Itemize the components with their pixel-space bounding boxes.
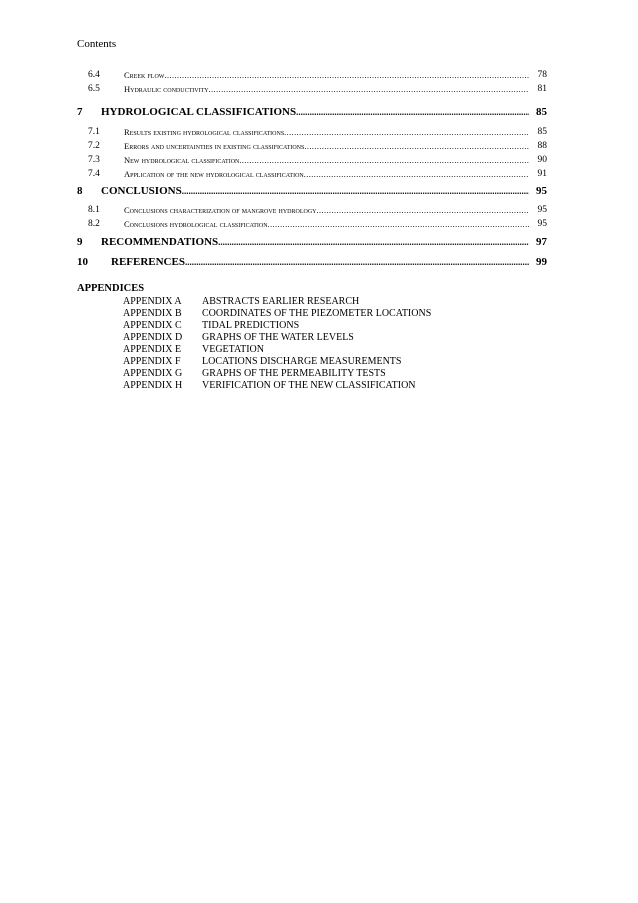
appendix-item[interactable] — [77, 320, 477, 332]
toc-entry-title: Application of the new hydrological classification — [124, 169, 304, 179]
toc-entry-page: 90 — [537, 155, 547, 165]
toc-entry-title: Errors and uncertainties in existing classifications — [124, 141, 305, 151]
appendix-label: APPENDIX G — [123, 368, 183, 379]
toc-entry[interactable] — [77, 127, 547, 140]
toc-entry-number: 8.2 — [88, 219, 100, 229]
toc-entry-page: 78 — [537, 70, 547, 80]
toc-entry-title: New hydrological classification — [124, 155, 240, 165]
toc-chapter-page: 97 — [536, 236, 547, 248]
leader-dots — [209, 85, 529, 94]
appendix-label: APPENDIX D — [123, 332, 183, 343]
appendix-label: APPENDIX H — [123, 380, 183, 391]
toc-chapter-title: REFERENCES — [111, 256, 185, 268]
leader-dots — [317, 206, 529, 215]
toc-entry[interactable] — [77, 219, 547, 232]
appendix-title: GRAPHS OF THE WATER LEVELS — [202, 332, 354, 343]
appendix-title: VEGETATION — [202, 344, 264, 355]
appendix-title: TIDAL PREDICTIONS — [202, 320, 300, 331]
toc-chapter-number: 7 — [77, 106, 83, 118]
appendix-title: COORDINATES OF THE PIEZOMETER LOCATIONS — [202, 308, 432, 319]
appendix-label: APPENDIX A — [123, 296, 182, 307]
toc-entry-page: 95 — [537, 205, 547, 215]
toc-chapter-number: 9 — [77, 236, 83, 248]
appendix-title: ABSTRACTS EARLIER RESEARCH — [202, 296, 360, 307]
toc-entry[interactable] — [77, 169, 547, 182]
appendix-label: APPENDIX F — [123, 356, 181, 367]
toc-entry[interactable] — [77, 205, 547, 218]
toc-entry-number: 8.1 — [88, 205, 100, 215]
toc-entry-page: 91 — [537, 169, 547, 179]
toc-entry[interactable] — [77, 141, 547, 154]
appendix-item[interactable] — [77, 332, 477, 344]
toc-chapter[interactable] — [77, 236, 547, 249]
leader-dots — [185, 257, 529, 267]
toc-entry-page: 95 — [537, 219, 547, 229]
toc-chapter[interactable] — [77, 106, 547, 119]
toc-entry-title: Conclusions characterization of mangrove hydrology — [124, 205, 317, 215]
toc-entry-title: Conclusions hydrological classification — [124, 219, 268, 229]
toc-entry-page: 81 — [537, 84, 547, 94]
appendix-item[interactable] — [77, 380, 477, 392]
toc-entry-number: 6.5 — [88, 84, 100, 94]
toc-chapter-number: 10 — [77, 256, 88, 268]
appendices-section — [77, 283, 432, 391]
appendix-label: APPENDIX B — [123, 308, 182, 319]
leader-dots — [284, 128, 529, 137]
toc-chapter[interactable] — [77, 256, 547, 269]
toc-entry-title: Creek flow — [124, 70, 165, 80]
toc-entry[interactable] — [77, 155, 547, 168]
toc-entry-number: 7.2 — [88, 141, 100, 151]
toc-entry-number: 7.3 — [88, 155, 100, 165]
toc-entry-title: Hydraulic conductivity — [124, 84, 209, 94]
toc-chapter-page: 95 — [536, 185, 547, 197]
toc-chapter-title: CONCLUSIONS — [101, 185, 182, 197]
appendix-item[interactable] — [77, 344, 477, 356]
leader-dots — [182, 186, 529, 196]
appendix-item[interactable] — [77, 356, 477, 368]
toc-chapter-page: 85 — [536, 106, 547, 118]
toc-entry-number: 6.4 — [88, 70, 100, 80]
toc-entry-number: 7.1 — [88, 127, 100, 137]
toc-entry-title: Results existing hydrological classifications — [124, 127, 285, 137]
toc-entry[interactable] — [77, 70, 547, 83]
appendix-title: GRAPHS OF THE PERMEABILITY TESTS — [202, 368, 386, 379]
toc-chapter-title: RECOMMENDATIONS — [101, 236, 219, 248]
leader-dots — [218, 237, 529, 247]
leader-dots — [239, 156, 529, 165]
leader-dots — [296, 107, 529, 117]
appendix-label: APPENDIX C — [123, 320, 182, 331]
toc-entry-page: 88 — [537, 141, 547, 151]
leader-dots — [268, 220, 529, 229]
toc-entry-number: 7.4 — [88, 169, 100, 179]
appendix-label: APPENDIX E — [123, 344, 182, 355]
leader-dots — [164, 71, 529, 80]
toc-chapter-page: 99 — [536, 256, 547, 268]
toc-entry-page: 85 — [537, 127, 547, 137]
appendix-item[interactable] — [77, 308, 477, 320]
toc-chapter-title: HYDROLOGICAL CLASSIFICATIONS — [101, 106, 297, 118]
appendix-item[interactable] — [77, 296, 477, 308]
toc-chapter[interactable] — [77, 185, 547, 198]
appendices-heading: APPENDICES — [77, 283, 145, 294]
leader-dots — [304, 170, 529, 179]
appendix-title: LOCATIONS DISCHARGE MEASUREMENTS — [202, 356, 402, 367]
appendix-title: VERIFICATION OF THE NEW CLASSIFICATION — [202, 380, 416, 391]
appendix-item[interactable] — [77, 368, 477, 380]
leader-dots — [304, 142, 529, 151]
toc-chapter-number: 8 — [77, 185, 83, 197]
toc-entry[interactable] — [77, 84, 547, 97]
page-header: Contents — [77, 38, 117, 50]
